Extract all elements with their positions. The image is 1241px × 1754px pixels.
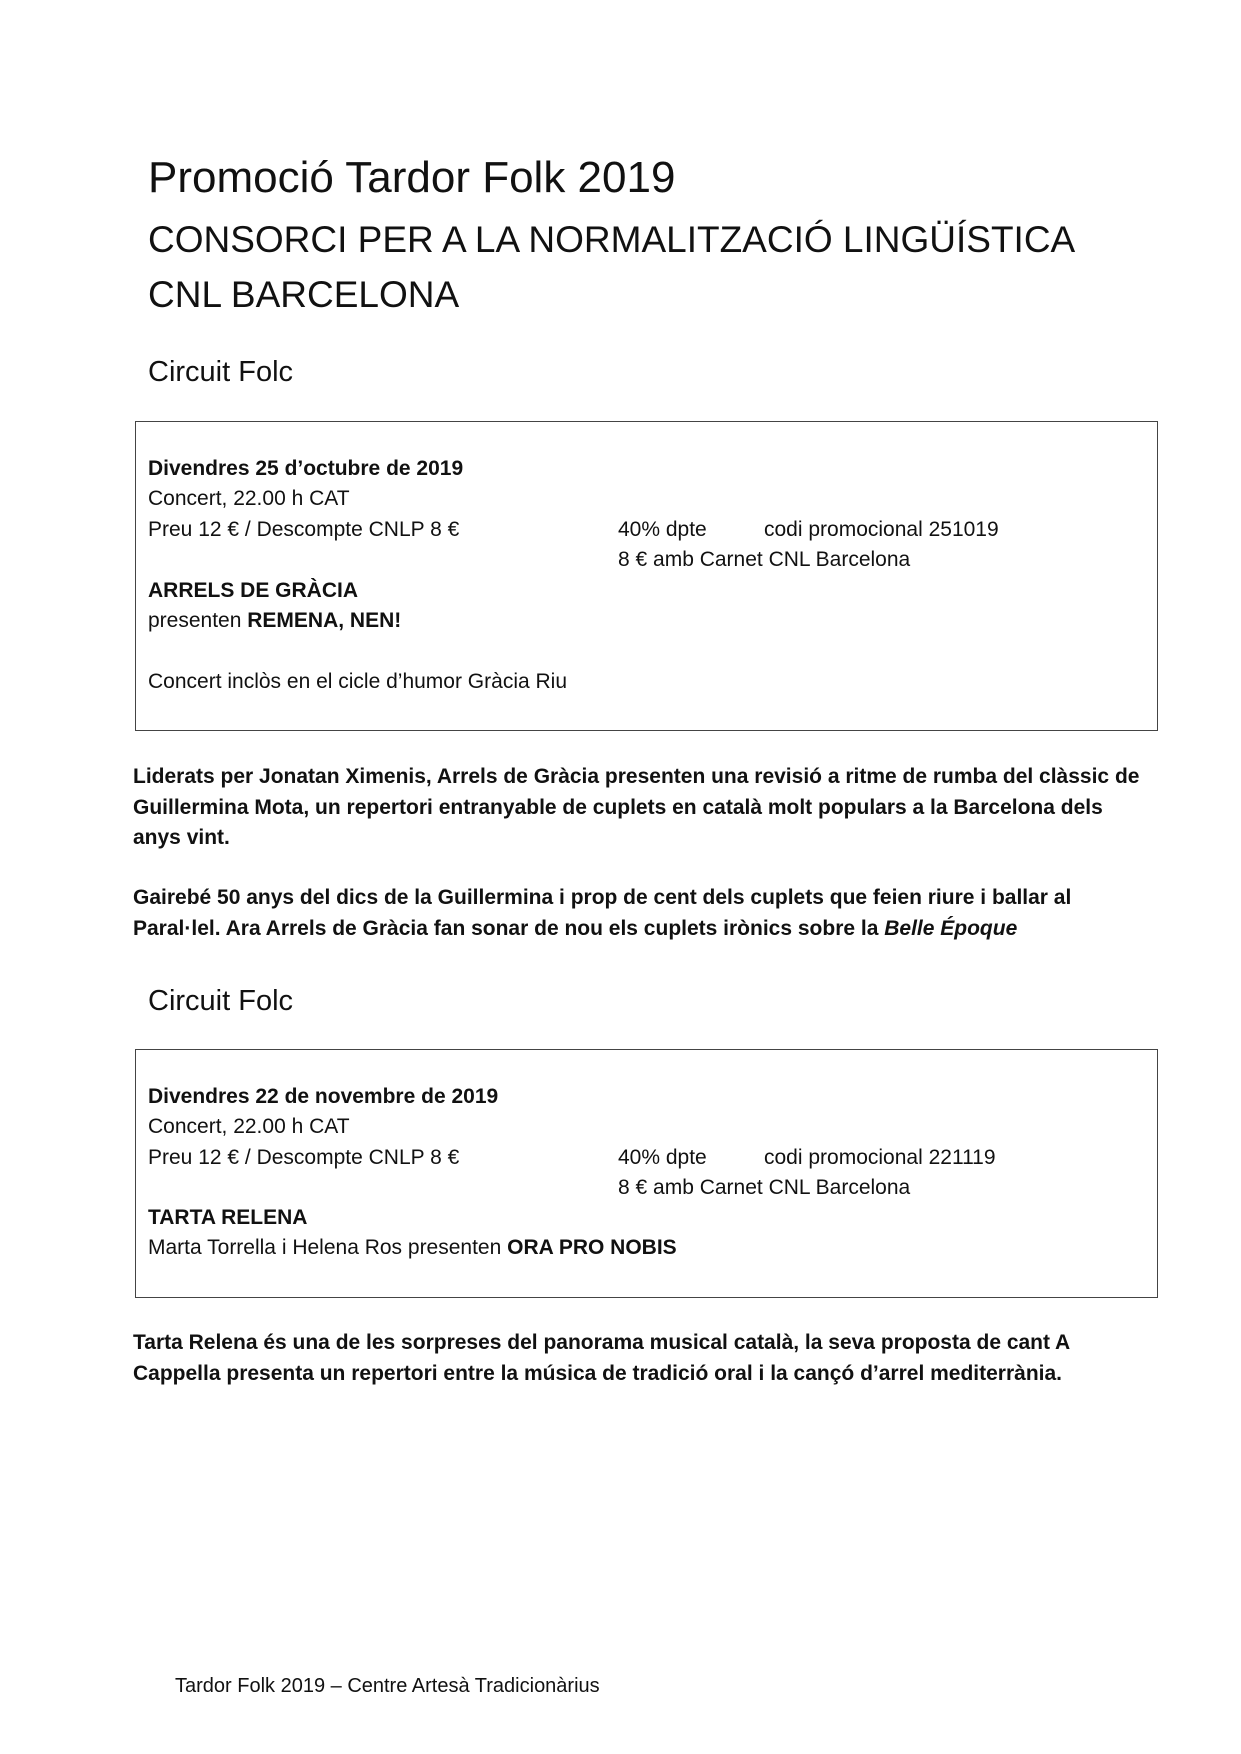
event-date: Divendres 25 d’octubre de 2019 [148,457,464,480]
event-2-description: Tarta Relena és una de les sorpreses del panorama musical català, la seva proposta de cant A Cappella presenta un repertori entre la música de tradició oral i la cançó d’arrel mediterrània. [133,1331,1070,1385]
event-note: Concert inclòs en el cicle d’humor Gràcia Riu [148,670,568,693]
event-price: Preu 12 € / Descompte CNLP 8 € [148,518,460,541]
event-box-2 [135,1049,1158,1298]
event-date: Divendres 22 de novembre de 2019 [148,1085,499,1108]
description-italic: Belle Époque [884,916,1018,940]
show-title: REMENA, NEN! [247,609,402,632]
organization-short-name: CNL BARCELONA [148,274,460,315]
section-label-event-1: Circuit Folc [148,356,294,388]
description-text: Gairebé 50 anys del dics de la Guillermina i prop de cent dels cuplets que feien riure i ballar al Paral·lel. Ara Arrels de Gràcia fan sonar de nou els cuplets irònics sobre la [133,886,1072,940]
event-box-1 [135,421,1158,731]
event-promo-code: codi promocional 251019 [764,518,999,541]
event-promo-code: codi promocional 221119 [764,1146,996,1169]
presents-prefix: Marta Torrella i Helena Ros presenten [148,1236,508,1259]
event-1-description: Liderats per Jonatan Ximenis, Arrels de Gràcia presenten una revisió a ritme de rumba del clàssic de Guillermina Mota, un repertori entranyable de cuplets en català molt populars a la Barcelona dels anys vint. [133,765,1140,849]
event-carnet-price: 8 € amb Carnet CNL Barcelona [618,548,911,571]
event-presents [148,1233,677,1263]
event-artist: ARRELS DE GRÀCIA [148,579,359,602]
organization-name: CONSORCI PER A LA NORMALITZACIÓ LINGÜÍSTICA [148,219,1076,260]
event-presents [148,606,401,636]
event-price: Preu 12 € / Descompte CNLP 8 € [148,1146,460,1169]
show-title: ORA PRO NOBIS [507,1236,677,1259]
event-time: Concert, 22.00 h CAT [148,1115,350,1138]
event-artist: TARTA RELENA [148,1206,308,1229]
event-carnet-price: 8 € amb Carnet CNL Barcelona [618,1176,911,1199]
event-1-description-2 [133,883,1143,944]
page-title: Promoció Tardor Folk 2019 [148,153,676,202]
event-time: Concert, 22.00 h CAT [148,487,350,510]
page-footer: Tardor Folk 2019 – Centre Artesà Tradicionàrius [175,1675,600,1697]
event-discount: 40% dpte [618,518,707,541]
event-discount: 40% dpte [618,1146,707,1169]
presents-prefix: presenten [148,609,248,632]
section-label-event-2: Circuit Folc [148,985,294,1017]
